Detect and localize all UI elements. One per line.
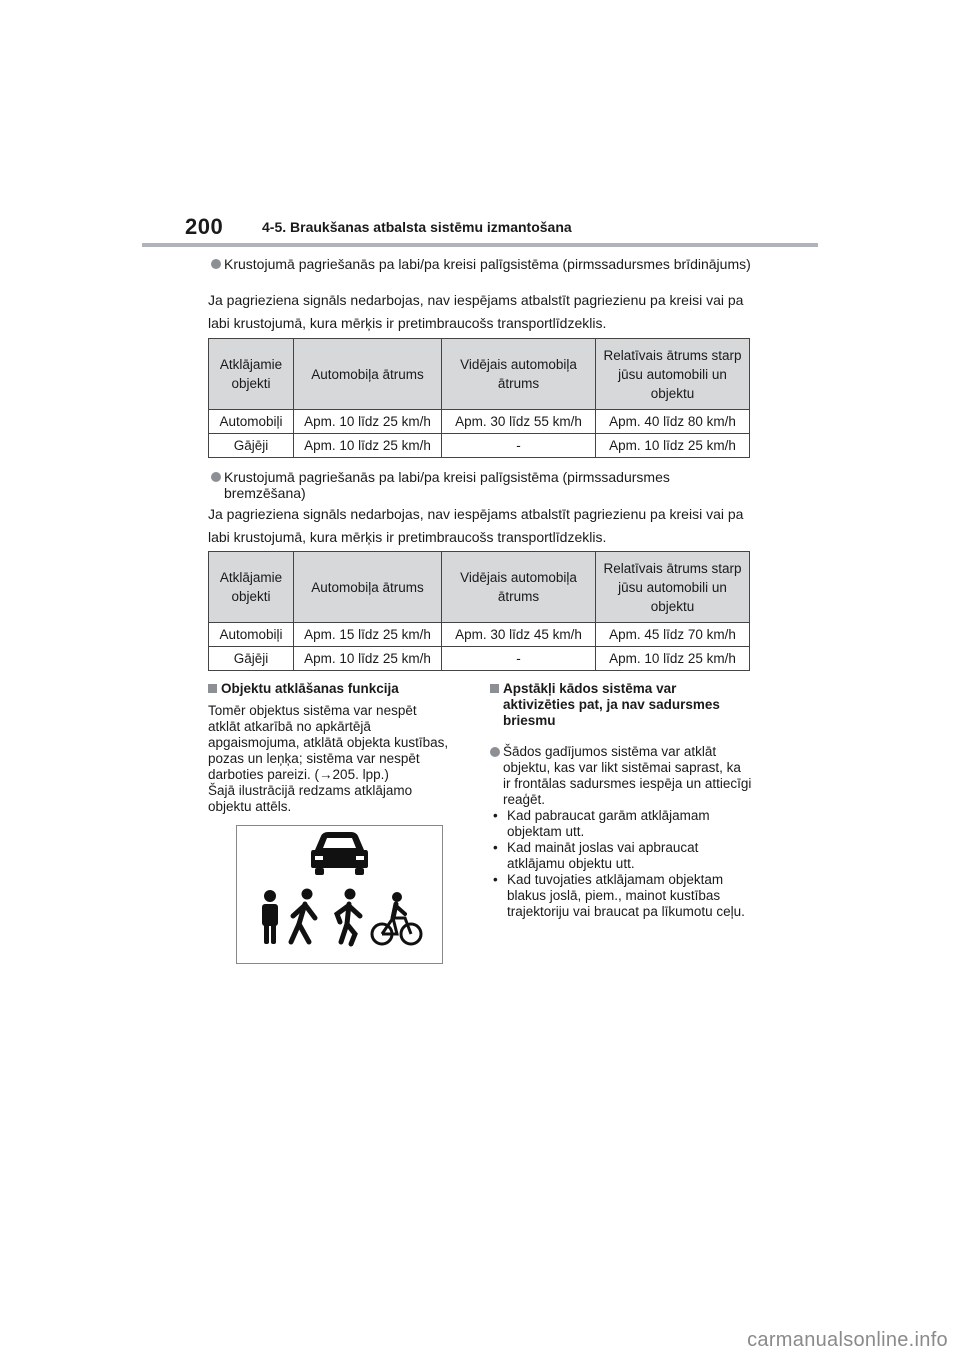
- bullet-text: Krustojumā pagriešanās pa labi/pa kreisi palīgsistēma (pirmssadursmes brīdinājums): [224, 256, 751, 272]
- table-cell: -: [442, 647, 596, 671]
- paragraph: Ja pagrieziena signāls nedarbojas, nav iespējams atbalstīt pagriezienu pa kreisi vai pa labi krustojumā, kura mērķis ir pretimbraucošs transportlīdzeklis.: [208, 292, 744, 331]
- table-cell: Apm. 10 līdz 25 km/h: [294, 434, 442, 458]
- speed-table-braking: [208, 551, 750, 671]
- bullet-text: Krustojumā pagriešanās pa labi/pa kreisi palīgsistēma (pirmssadursmes bremzēšana): [224, 469, 670, 501]
- speed-table-warning: [208, 338, 750, 458]
- list-item: • Kad tuvojaties atklājamam objektam blakus joslā, piem., mainot kustības trajektoriju vai braucat pa līkumotu ceļu.: [493, 872, 745, 919]
- text-line: apgaismojuma, atklātā objekta kustības,: [208, 735, 449, 750]
- cyclist-icon: [372, 892, 421, 944]
- running-pedestrian-icon: [337, 889, 360, 945]
- table-cell: Apm. 45 līdz 70 km/h: [596, 623, 750, 647]
- table-header: Relatīvais ātrums starp jūsu automobili un objektu: [596, 339, 750, 410]
- section-title: 4-5. Braukšanas atbalsta sistēmu izmantošana: [262, 219, 572, 235]
- table-cell: Apm. 10 līdz 25 km/h: [294, 410, 442, 434]
- bullet-item-warning: [211, 256, 751, 272]
- text-line: pozas un leņķa; sistēma var nespēt: [208, 751, 420, 766]
- table-header-row: [209, 339, 750, 410]
- walking-pedestrian-icon: [291, 889, 315, 943]
- bullet-item: Šādos gadījumos sistēma var atklāt objektu, kas var likt sistēmai saprast, ka ir frontālas sadursmes iespēja un attiecīgi reaģēt.: [490, 744, 752, 808]
- body-text: [208, 703, 470, 815]
- table-header-row: [209, 552, 750, 623]
- text-line: darboties pareizi. (→205. lpp.): [208, 767, 389, 782]
- table-header: Atklājamie objekti: [209, 552, 294, 623]
- table-header: Atklājamie objekti: [209, 339, 294, 410]
- subheading: Objektu atklāšanas funkcija: [208, 681, 470, 697]
- car-icon: [311, 832, 368, 875]
- table-row: [209, 647, 750, 671]
- table-cell: Apm. 30 līdz 55 km/h: [442, 410, 596, 434]
- table-header: Vidējais automobiļa ātrums: [442, 339, 596, 410]
- table-cell: Apm. 40 līdz 80 km/h: [596, 410, 750, 434]
- table-cell: Apm. 30 līdz 45 km/h: [442, 623, 596, 647]
- table-row: [209, 410, 750, 434]
- objects-illustration: [237, 826, 442, 963]
- text-line: atklāt atkarībā no apkārtējā: [208, 719, 371, 734]
- header-divider: [142, 243, 818, 247]
- square-bullet-icon: [208, 684, 217, 693]
- text-line: objektu attēls.: [208, 799, 292, 814]
- bullet-dot-icon: [211, 472, 221, 482]
- table-cell: Apm. 10 līdz 25 km/h: [596, 647, 750, 671]
- subheading: Apstākļi kādos sistēma var aktivizēties pat, ja nav sadursmes briesmu: [490, 681, 752, 729]
- right-column: [490, 681, 752, 920]
- table-header: Vidējais automobiļa ātrums: [442, 552, 596, 623]
- paragraph: Ja pagrieziena signāls nedarbojas, nav iespējams atbalstīt pagriezienu pa kreisi vai pa labi krustojumā, kura mērķis ir pretimbraucošs transportlīdzeklis.: [208, 506, 744, 545]
- table-header: Automobiļa ātrums: [294, 552, 442, 623]
- list-item: • Kad pabraucat garām atklājamam objektam utt.: [493, 808, 710, 839]
- standing-pedestrian-icon: [262, 890, 278, 944]
- detectable-objects-figure: [236, 825, 443, 964]
- left-column: [208, 681, 470, 815]
- page-number: 200: [185, 214, 224, 239]
- table-cell: Gājēji: [209, 434, 294, 458]
- table-cell: Gājēji: [209, 647, 294, 671]
- table-header: Automobiļa ātrums: [294, 339, 442, 410]
- bullet-dot-icon: [211, 259, 221, 269]
- text-line: Tomēr objektus sistēma var nespēt: [208, 703, 417, 718]
- table-header: Relatīvais ātrums starp jūsu automobili un objektu: [596, 552, 750, 623]
- table-cell: Apm. 10 līdz 25 km/h: [596, 434, 750, 458]
- watermark: carmanualsonline.info: [747, 1329, 948, 1351]
- table-row: [209, 434, 750, 458]
- table-cell: -: [442, 434, 596, 458]
- bullet-item-braking: [211, 469, 751, 501]
- table-cell: Automobiļi: [209, 623, 294, 647]
- table-row: [209, 623, 750, 647]
- table-cell: Apm. 15 līdz 25 km/h: [294, 623, 442, 647]
- table-cell: Apm. 10 līdz 25 km/h: [294, 647, 442, 671]
- square-bullet-icon: [490, 684, 499, 693]
- bullet-dot-icon: [490, 747, 500, 757]
- text-line: Šajā ilustrācijā redzams atklājamo: [208, 783, 413, 798]
- list-item: • Kad maināt joslas vai apbraucat atklājamu objektu utt.: [493, 840, 699, 871]
- table-cell: Automobiļi: [209, 410, 294, 434]
